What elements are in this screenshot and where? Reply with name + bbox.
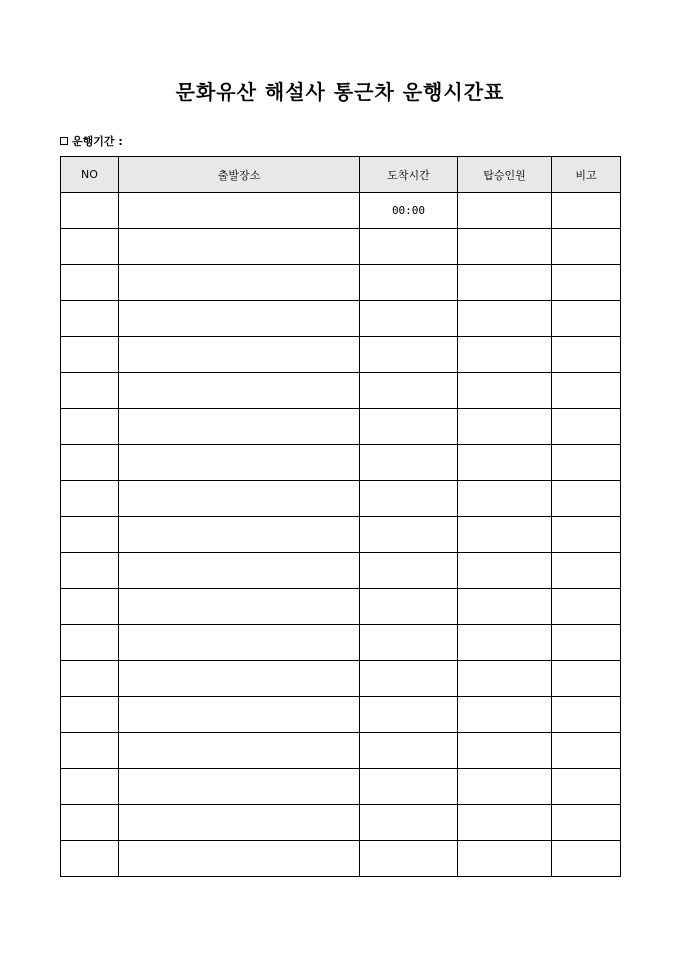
cell-no[interactable]	[61, 409, 119, 445]
cell-remarks[interactable]	[552, 589, 621, 625]
cell-arrival-time[interactable]	[360, 481, 458, 517]
cell-departure-place[interactable]	[119, 409, 360, 445]
cell-arrival-time[interactable]	[360, 373, 458, 409]
cell-departure-place[interactable]	[119, 697, 360, 733]
cell-remarks[interactable]	[552, 841, 621, 877]
cell-passengers[interactable]	[458, 337, 552, 373]
table-row	[61, 337, 621, 373]
cell-arrival-time[interactable]	[360, 697, 458, 733]
cell-remarks[interactable]	[552, 445, 621, 481]
document-title: 문화유산 해설사 통근차 운행시간표	[175, 80, 505, 104]
cell-arrival-time[interactable]	[360, 841, 458, 877]
table-row	[61, 625, 621, 661]
cell-arrival-time[interactable]	[360, 445, 458, 481]
table-row	[61, 373, 621, 409]
cell-departure-place[interactable]	[119, 841, 360, 877]
cell-no[interactable]	[61, 373, 119, 409]
cell-passengers[interactable]	[458, 301, 552, 337]
schedule-table	[60, 156, 621, 877]
cell-departure-place[interactable]	[119, 589, 360, 625]
checkbox-square-icon	[60, 137, 68, 145]
cell-passengers[interactable]	[458, 697, 552, 733]
table-row	[61, 697, 621, 733]
cell-departure-place[interactable]	[119, 301, 360, 337]
cell-remarks[interactable]	[552, 805, 621, 841]
cell-departure-place[interactable]	[119, 337, 360, 373]
cell-passengers[interactable]	[458, 373, 552, 409]
cell-departure-place[interactable]	[119, 265, 360, 301]
cell-arrival-time[interactable]	[360, 265, 458, 301]
cell-passengers[interactable]	[458, 625, 552, 661]
cell-remarks[interactable]	[552, 733, 621, 769]
cell-departure-place[interactable]	[119, 769, 360, 805]
cell-no[interactable]	[61, 589, 119, 625]
cell-passengers[interactable]	[458, 193, 552, 229]
cell-remarks[interactable]	[552, 373, 621, 409]
cell-passengers[interactable]	[458, 841, 552, 877]
cell-passengers[interactable]	[458, 661, 552, 697]
cell-arrival-time[interactable]	[360, 409, 458, 445]
cell-departure-place[interactable]	[119, 517, 360, 553]
cell-arrival-time[interactable]	[360, 589, 458, 625]
cell-no[interactable]	[61, 517, 119, 553]
cell-arrival-time[interactable]	[360, 229, 458, 265]
cell-passengers[interactable]	[458, 229, 552, 265]
cell-passengers[interactable]	[458, 481, 552, 517]
table-row	[61, 301, 621, 337]
cell-arrival-time[interactable]	[360, 805, 458, 841]
cell-no[interactable]	[61, 229, 119, 265]
header-passengers: 탑승인원	[458, 157, 552, 193]
cell-remarks[interactable]	[552, 481, 621, 517]
table-row	[61, 589, 621, 625]
cell-no[interactable]	[61, 841, 119, 877]
cell-remarks[interactable]	[552, 337, 621, 373]
cell-arrival-time[interactable]	[360, 769, 458, 805]
cell-arrival-time[interactable]	[360, 625, 458, 661]
cell-passengers[interactable]	[458, 445, 552, 481]
cell-no[interactable]	[61, 733, 119, 769]
cell-passengers[interactable]	[458, 409, 552, 445]
cell-no[interactable]	[61, 697, 119, 733]
header-arrival-time: 도착시간	[360, 157, 458, 193]
cell-no[interactable]	[61, 337, 119, 373]
header-remarks: 비고	[552, 157, 621, 193]
cell-remarks[interactable]	[552, 769, 621, 805]
cell-passengers[interactable]	[458, 517, 552, 553]
cell-passengers[interactable]	[458, 805, 552, 841]
table-row	[61, 553, 621, 589]
cell-remarks[interactable]	[552, 229, 621, 265]
table-row	[61, 193, 621, 229]
cell-remarks[interactable]	[552, 517, 621, 553]
cell-no[interactable]	[61, 805, 119, 841]
cell-departure-place[interactable]	[119, 553, 360, 589]
cell-departure-place[interactable]	[119, 805, 360, 841]
cell-no[interactable]	[61, 301, 119, 337]
cell-departure-place[interactable]	[119, 661, 360, 697]
table-row	[61, 409, 621, 445]
cell-passengers[interactable]	[458, 769, 552, 805]
table-row	[61, 481, 621, 517]
table-row	[61, 661, 621, 697]
cell-remarks[interactable]	[552, 409, 621, 445]
cell-departure-place[interactable]	[119, 373, 360, 409]
cell-remarks[interactable]	[552, 193, 621, 229]
cell-remarks[interactable]	[552, 301, 621, 337]
cell-passengers[interactable]	[458, 265, 552, 301]
cell-departure-place[interactable]	[119, 193, 360, 229]
cell-remarks[interactable]	[552, 661, 621, 697]
cell-remarks[interactable]	[552, 553, 621, 589]
operation-period	[60, 133, 123, 149]
cell-departure-place[interactable]	[119, 733, 360, 769]
cell-arrival-time[interactable]	[360, 553, 458, 589]
table-row	[61, 805, 621, 841]
cell-no[interactable]	[61, 553, 119, 589]
cell-arrival-time[interactable]	[360, 733, 458, 769]
table-row	[61, 229, 621, 265]
cell-arrival-time[interactable]	[360, 301, 458, 337]
cell-remarks[interactable]	[552, 625, 621, 661]
cell-passengers[interactable]	[458, 589, 552, 625]
cell-no[interactable]	[61, 769, 119, 805]
table-row	[61, 769, 621, 805]
table-row	[61, 445, 621, 481]
cell-no[interactable]	[61, 193, 119, 229]
cell-no[interactable]	[61, 265, 119, 301]
cell-arrival-time[interactable]	[360, 661, 458, 697]
table-header-row	[61, 157, 621, 193]
operation-period-label: 운행기간 :	[72, 135, 123, 148]
cell-departure-place[interactable]	[119, 625, 360, 661]
cell-no[interactable]	[61, 481, 119, 517]
cell-arrival-time[interactable]	[360, 337, 458, 373]
cell-no[interactable]	[61, 445, 119, 481]
cell-passengers[interactable]	[458, 553, 552, 589]
table-row	[61, 517, 621, 553]
table-row	[61, 733, 621, 769]
cell-no[interactable]	[61, 625, 119, 661]
cell-remarks[interactable]	[552, 265, 621, 301]
cell-departure-place[interactable]	[119, 481, 360, 517]
table-row	[61, 265, 621, 301]
header-no: NO	[61, 157, 119, 193]
cell-departure-place[interactable]	[119, 445, 360, 481]
cell-no[interactable]	[61, 661, 119, 697]
cell-remarks[interactable]	[552, 697, 621, 733]
table-row	[61, 841, 621, 877]
header-departure-place: 출발장소	[119, 157, 360, 193]
cell-arrival-time[interactable]	[360, 517, 458, 553]
cell-departure-place[interactable]	[119, 229, 360, 265]
cell-arrival-time[interactable]: 00:00	[360, 193, 458, 229]
cell-passengers[interactable]	[458, 733, 552, 769]
